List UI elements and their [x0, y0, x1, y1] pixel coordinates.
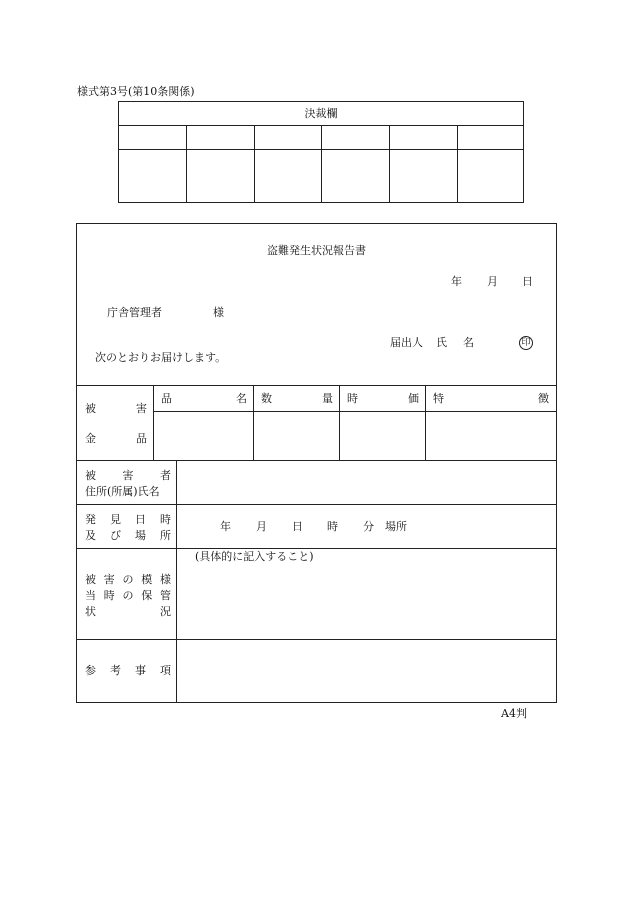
- damage-note: (具体的に記入すること): [195, 550, 314, 563]
- approval-stamp-field[interactable]: [390, 150, 457, 202]
- discovery-label-line2: 及 び 場 所: [85, 529, 171, 542]
- applicant-name-field[interactable]: [477, 332, 517, 352]
- addressee-title: 庁舎管理者: [107, 306, 162, 319]
- discovery-label-line1: 発 見 日 時: [85, 513, 171, 526]
- applicant-name-label: 氏 名: [436, 336, 474, 349]
- date-field[interactable]: [407, 272, 537, 290]
- approval-box: [118, 101, 524, 203]
- approval-stamp-field[interactable]: [255, 150, 321, 202]
- approval-stamp-field[interactable]: [187, 150, 254, 202]
- damage-label-line3: 状 況: [85, 605, 171, 618]
- discovery-year-label: 年: [220, 520, 231, 533]
- report-title: 盗難発生状況報告書: [267, 244, 366, 257]
- discovery-minute-label: 分: [363, 520, 374, 533]
- goods-column-item-name: 品 名: [161, 392, 247, 405]
- quantity-field[interactable]: [254, 412, 339, 460]
- seal-mark: 印: [519, 336, 533, 350]
- date-year-label: 年: [451, 275, 462, 288]
- damage-label-line2: 当 時 の 保 管: [85, 589, 171, 602]
- item-name-field[interactable]: [154, 412, 253, 460]
- approval-stamp-field[interactable]: [322, 150, 389, 202]
- date-month-label: 月: [487, 275, 498, 288]
- applicant-label: 届出人: [390, 336, 423, 349]
- report-form: [76, 223, 557, 703]
- victim-label-line1: 被 害 者: [85, 469, 171, 482]
- goods-label-line1: 被 害: [85, 402, 147, 415]
- damage-storage-field[interactable]: [177, 566, 556, 638]
- remarks-field[interactable]: [177, 640, 556, 702]
- intro-text: 次のとおりお届けします。: [95, 351, 227, 364]
- discovery-day-label: 日: [292, 520, 303, 533]
- discovery-hour-label: 時: [327, 520, 338, 533]
- goods-column-quantity: 数 量: [261, 392, 333, 405]
- discovery-month-label: 月: [256, 520, 267, 533]
- discovery-datetime-field[interactable]: [177, 505, 383, 548]
- remarks-label: 参 考 事 項: [85, 664, 171, 677]
- discovery-place-label: 場所: [385, 520, 407, 533]
- value-field[interactable]: [340, 412, 425, 460]
- form-number: 様式第3号(第10条関係): [77, 85, 195, 98]
- goods-column-value: 時 価: [347, 392, 419, 405]
- discovery-place-field[interactable]: [413, 505, 556, 548]
- approval-title: 決裁欄: [304, 107, 338, 120]
- date-day-label: 日: [522, 275, 533, 288]
- victim-label-line2: 住所(所属)氏名: [85, 485, 160, 498]
- goods-column-features: 特 徴: [433, 392, 549, 405]
- paper-size-note: A4判: [501, 707, 527, 720]
- features-field[interactable]: [426, 412, 556, 460]
- approval-stamp-field[interactable]: [119, 150, 186, 202]
- goods-label-line2: 金 品: [85, 432, 147, 445]
- approval-stamp-field[interactable]: [458, 150, 524, 202]
- damage-label-line1: 被 害 の 模 様: [85, 573, 171, 586]
- victim-field[interactable]: [177, 461, 556, 504]
- addressee-honorific: 様: [213, 306, 224, 319]
